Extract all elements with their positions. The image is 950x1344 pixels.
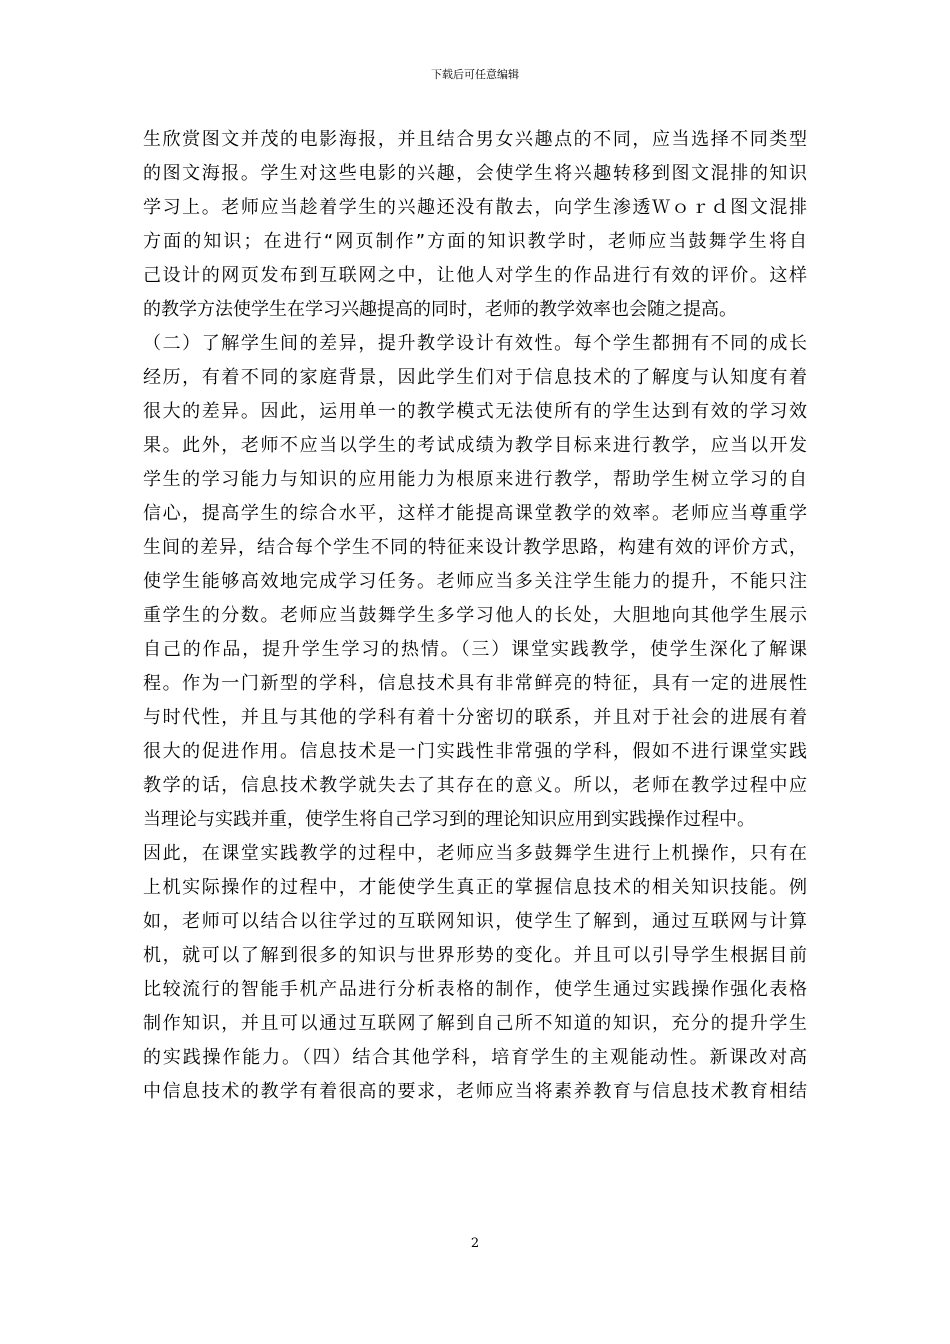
text-line: 的图文海报。学生对这些电影的兴趣，会使学生将兴趣转移到图文混排的知识 xyxy=(143,163,807,184)
text-line: 很大的促进作用。信息技术是一门实践性非常强的学科，假如不进行课堂实践 xyxy=(143,741,807,762)
text-line: 当理论与实践并重，使学生将自己学习到的理论知识应用到实践操作过程中。 xyxy=(143,809,755,830)
text-line: 自己的作品，提升学生学习的热情。（三）课堂实践教学，使学生深化了解课 xyxy=(143,639,807,660)
text-line: 机，就可以了解到很多的知识与世界形势的变化。并且可以引导学生根据目前 xyxy=(143,945,807,966)
text-line: （二）了解学生间的差异，提升教学设计有效性。每个学生都拥有不同的成长 xyxy=(143,333,807,354)
text-line: 学习上。老师应当趁着学生的兴趣还没有散去，向学生渗透Ｗｏｒｄ图文混排 xyxy=(143,197,807,218)
text-line: 上机实际操作的过程中，才能使学生真正的掌握信息技术的相关知识技能。例 xyxy=(143,877,807,898)
text-line: 的教学方法使学生在学习兴趣提高的同时，老师的教学效率也会随之提高。 xyxy=(143,299,737,320)
text-line: 己设计的网页发布到互联网之中，让他人对学生的作品进行有效的评价。这样 xyxy=(143,265,807,286)
text-line: 生间的差异，结合每个学生不同的特征来设计教学思路，构建有效的评价方式， xyxy=(143,537,807,558)
text-line: 生欣赏图文并茂的电影海报，并且结合男女兴趣点的不同，应当选择不同类型 xyxy=(143,129,807,150)
text-line: 与时代性，并且与其他的学科有着十分密切的联系，并且对于社会的进展有着 xyxy=(143,707,807,728)
text-line: 信心，提高学生的综合水平，这样才能提高课堂教学的效率。老师应当尊重学 xyxy=(143,503,807,524)
page-number: 2 xyxy=(470,1236,480,1251)
page-header: 下载后可任意编辑 xyxy=(431,68,519,81)
text-line: 方面的知识；在进行“网页制作”方面的知识教学时，老师应当鼓舞学生将自 xyxy=(143,231,807,252)
text-line: 重学生的分数。老师应当鼓舞学生多学习他人的长处，大胆地向其他学生展示 xyxy=(143,605,807,626)
text-line: 教学的话，信息技术教学就失去了其存在的意义。所以，老师在教学过程中应 xyxy=(143,775,807,796)
text-line: 比较流行的智能手机产品进行分析表格的制作，使学生通过实践操作强化表格 xyxy=(143,979,807,1000)
text-line: 经历，有着不同的家庭背景，因此学生们对于信息技术的了解度与认知度有着 xyxy=(143,367,807,388)
text-line: 很大的差异。因此，运用单一的教学模式无法使所有的学生达到有效的学习效 xyxy=(143,401,807,422)
text-line: 使学生能够高效地完成学习任务。老师应当多关注学生能力的提升，不能只注 xyxy=(143,571,807,592)
text-line: 中信息技术的教学有着很高的要求，老师应当将素养教育与信息技术教育相结 xyxy=(143,1081,807,1102)
text-line: 制作知识，并且可以通过互联网了解到自己所不知道的知识，充分的提升学生 xyxy=(143,1013,807,1034)
text-line: 程。作为一门新型的学科，信息技术具有非常鲜亮的特征，具有一定的进展性 xyxy=(143,673,807,694)
text-line: 如，老师可以结合以往学过的互联网知识，使学生了解到，通过互联网与计算 xyxy=(143,911,807,932)
text-line: 果。此外，老师不应当以学生的考试成绩为教学目标来进行教学，应当以开发 xyxy=(143,435,807,456)
text-line: 的实践操作能力。（四）结合其他学科，培育学生的主观能动性。新课改对高 xyxy=(143,1047,807,1068)
body-text xyxy=(143,123,807,1109)
text-line: 学生的学习能力与知识的应用能力为根原来进行教学，帮助学生树立学习的自 xyxy=(143,469,807,490)
text-line: 因此，在课堂实践教学的过程中，老师应当多鼓舞学生进行上机操作，只有在 xyxy=(143,843,807,864)
